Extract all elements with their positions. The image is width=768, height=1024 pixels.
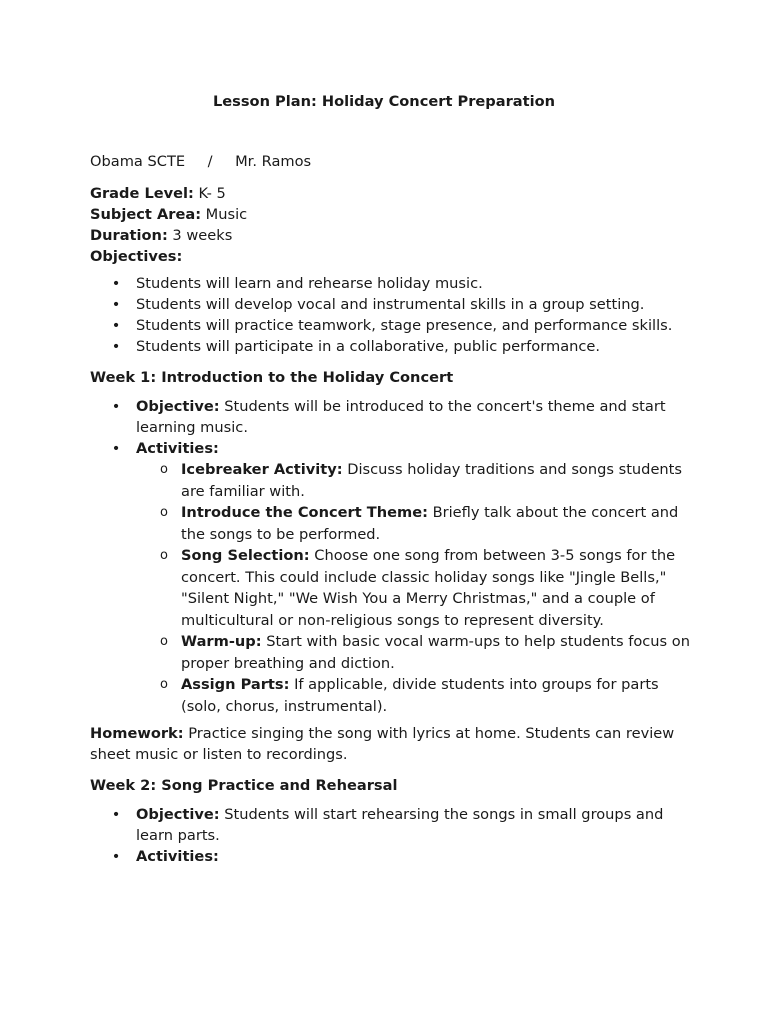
subject-area-label: Subject Area:	[90, 206, 202, 223]
separator: /	[207, 153, 213, 170]
document-body	[90, 151, 690, 867]
sub-list-item: o Introduce the Concert Theme: Briefly talk about the concert and the songs to be performed.	[136, 502, 690, 545]
school-name: Obama SCTE	[90, 153, 186, 170]
list-item: • Activities: o Icebreaker Activity: Discuss holiday traditions and songs students are familiar with. o Introduce the Concert Theme: Briefly talk about the concert and the songs to be performed. o Song Selection: Choose one song from between 3-5 songs for the concert. This could include classic holiday songs like "Jingle Bells," "Silent Night," "We Wish You a Merry Christmas," and a couple of multicultural or non-religious songs to represent diversity. o Warm-up: Start with basic vocal warm-ups to help students focus on proper breathing and diction. o Assign Parts: If applicable, divide students into groups for parts (solo, chorus, instrumental).	[90, 438, 690, 717]
subject-area-line	[90, 204, 690, 225]
sub-list-item: o Icebreaker Activity: Discuss holiday traditions and songs students are familiar with.	[136, 459, 690, 502]
circle-bullet-icon: o	[160, 462, 168, 477]
bullet-icon: •	[111, 317, 121, 334]
school-teacher-line	[90, 151, 690, 172]
list-item: • Students will practice teamwork, stage presence, and performance skills.	[111, 317, 673, 334]
circle-bullet-icon: o	[160, 634, 168, 649]
homework-text: Practice singing the song with lyrics at home. Students can review sheet music or listen to recordings.	[90, 725, 675, 763]
document-title: Lesson Plan: Holiday Concert Preparation	[212, 93, 556, 110]
week1-heading: Week 1: Introduction to the Holiday Concert	[90, 369, 454, 386]
circle-bullet-icon: o	[160, 677, 168, 692]
sub-list-item: o Warm-up: Start with basic vocal warm-ups to help students focus on proper breathing and diction.	[136, 631, 690, 674]
list-item: • Students will develop vocal and instrumental skills in a group setting.	[111, 296, 645, 313]
sub-list-item: o Assign Parts: If applicable, divide students into groups for parts (solo, chorus, instrumental).	[136, 674, 690, 717]
objectives-heading: Objectives:	[90, 248, 183, 265]
sub-list-item: o Song Selection: Choose one song from between 3-5 songs for the concert. This could include classic holiday songs like "Jingle Bells," "Silent Night," "We Wish You a Merry Christmas," and a couple of multicultural or non-religious songs to represent diversity.	[136, 545, 690, 631]
list-item: • Objective: Students will start rehearsing the songs in small groups and learn parts.	[111, 806, 664, 844]
subject-area-value: Music	[201, 206, 248, 223]
bullet-icon: •	[111, 296, 121, 313]
bullet-icon: •	[111, 848, 121, 865]
bullet-icon: •	[111, 398, 121, 415]
list-item: • Students will participate in a collaborative, public performance.	[111, 338, 601, 355]
grade-level-value: K- 5	[193, 185, 226, 202]
bullet-icon: •	[111, 275, 121, 292]
bullet-icon: •	[111, 440, 121, 457]
homework-line	[90, 723, 690, 765]
week2-heading: Week 2: Song Practice and Rehearsal	[90, 777, 398, 794]
duration-line	[90, 225, 690, 246]
week2-list	[90, 804, 690, 867]
duration-label: Duration:	[90, 227, 168, 244]
list-item: • Students will learn and rehearse holiday music.	[111, 275, 483, 292]
objectives-list	[90, 273, 690, 357]
grade-level-line	[90, 183, 690, 204]
list-item: • Objective: Students will be introduced to the concert's theme and start learning music.	[111, 398, 666, 436]
duration-value: 3 weeks	[167, 227, 233, 244]
teacher-name: Mr. Ramos	[235, 153, 312, 170]
grade-level-label: Grade Level:	[90, 185, 194, 202]
circle-bullet-icon: o	[160, 505, 168, 520]
week1-list	[90, 396, 690, 717]
homework-label: Homework:	[90, 725, 184, 742]
bullet-icon: •	[111, 338, 121, 355]
week1-activities-list	[136, 459, 690, 717]
bullet-icon: •	[111, 806, 121, 823]
list-item: • Activities:	[111, 848, 219, 865]
circle-bullet-icon: o	[160, 548, 168, 563]
